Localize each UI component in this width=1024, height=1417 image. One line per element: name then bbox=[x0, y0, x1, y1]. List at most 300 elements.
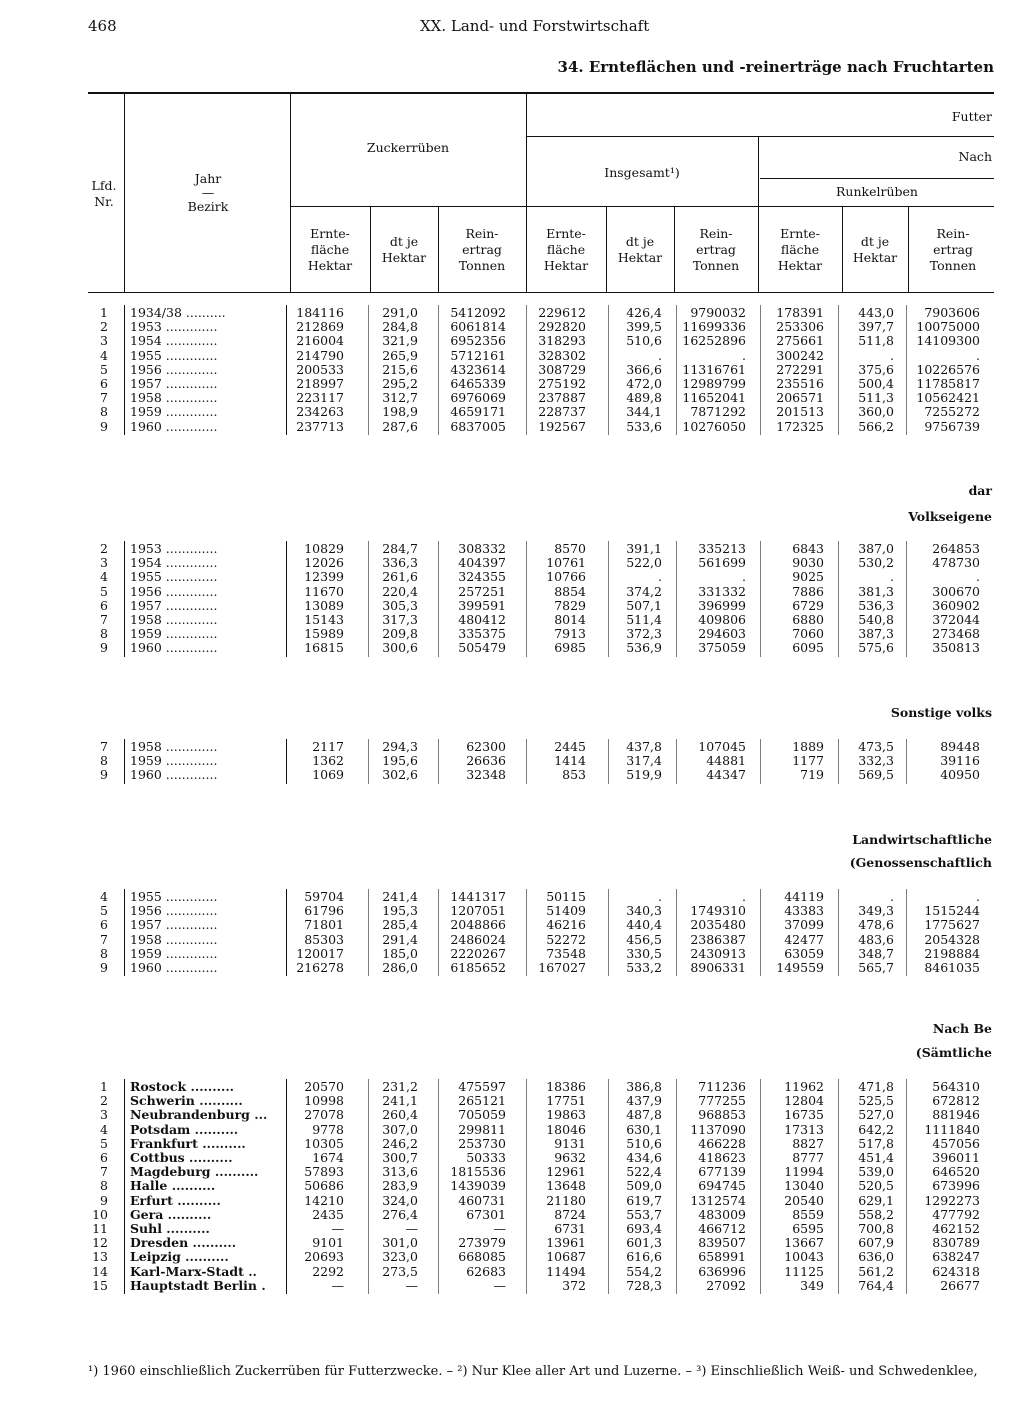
row-label: Magdeburg .......... bbox=[130, 1165, 259, 1179]
table-cell: . bbox=[742, 569, 746, 584]
table-cell: 391,1 bbox=[626, 541, 662, 556]
table-cell: 374,2 bbox=[626, 584, 662, 599]
table-cell: 475597 bbox=[458, 1079, 506, 1094]
table-cell: 10075000 bbox=[916, 319, 980, 334]
table-cell: 26677 bbox=[940, 1278, 980, 1293]
table-cell: 308729 bbox=[538, 362, 586, 377]
table-cell: 7060 bbox=[792, 626, 824, 641]
table-cell: 396999 bbox=[698, 598, 746, 613]
table-cell: 13961 bbox=[546, 1235, 586, 1250]
table-cell: 668085 bbox=[458, 1249, 506, 1264]
row-number: 8 bbox=[100, 404, 108, 419]
table-cell: 9756739 bbox=[924, 419, 980, 434]
row-label: 1955 ............. bbox=[130, 349, 218, 363]
section-label: Sonstige volks bbox=[890, 705, 992, 720]
table-cell: 273468 bbox=[932, 626, 980, 641]
table-cell: 27078 bbox=[304, 1107, 344, 1122]
header-runkelrueben: Runkelrüben bbox=[836, 184, 918, 199]
table-cell: — bbox=[331, 1278, 344, 1293]
table-cell: 10761 bbox=[546, 555, 586, 570]
section-label: (Sämtliche bbox=[915, 1045, 992, 1060]
table-cell: 51409 bbox=[546, 903, 586, 918]
table-row bbox=[0, 918, 1024, 932]
table-cell: 1674 bbox=[312, 1150, 344, 1165]
table-cell: 40950 bbox=[940, 767, 980, 782]
table-cell: 273979 bbox=[458, 1235, 506, 1250]
footnote: ¹) 1960 einschließlich Zuckerrüben für Futterzwecke. – ²) Nur Klee aller Art und Luzerne. – ³) Einschließlich Weiß- und Schwedenklee, bbox=[88, 1364, 978, 1379]
table-cell: 705059 bbox=[458, 1107, 506, 1122]
table-cell: 9790032 bbox=[690, 305, 746, 320]
table-cell: 73548 bbox=[546, 946, 586, 961]
table-cell: 881946 bbox=[932, 1107, 980, 1122]
table-cell: 7903606 bbox=[924, 305, 980, 320]
row-label: 1953 ............. bbox=[130, 542, 218, 556]
table-cell: 214790 bbox=[296, 348, 344, 363]
table-cell: 14109300 bbox=[916, 333, 980, 348]
row-label: Suhl .......... bbox=[130, 1222, 210, 1236]
table-cell: 291,4 bbox=[382, 932, 418, 947]
table-cell: 536,9 bbox=[626, 640, 662, 655]
table-cell: 2117 bbox=[312, 739, 344, 754]
table-cell: 198,9 bbox=[382, 404, 418, 419]
table-cell: 275661 bbox=[776, 333, 824, 348]
table-row bbox=[0, 1222, 1024, 1236]
table-row bbox=[0, 556, 1024, 570]
table-cell: 1775627 bbox=[924, 917, 980, 932]
header-insgesamt: Insgesamt¹) bbox=[604, 165, 680, 180]
table-cell: 10687 bbox=[546, 1249, 586, 1264]
row-label: 1955 ............. bbox=[130, 890, 218, 904]
table-row bbox=[0, 570, 1024, 584]
table-cell: 11962 bbox=[784, 1079, 824, 1094]
header-col-8: dt je Hektar bbox=[852, 234, 898, 265]
table-cell: 536,3 bbox=[858, 598, 894, 613]
table-cell: 340,3 bbox=[626, 903, 662, 918]
row-number: 5 bbox=[100, 362, 108, 377]
table-cell: — bbox=[493, 1221, 506, 1236]
table-row bbox=[0, 1123, 1024, 1137]
table-cell: 284,7 bbox=[382, 541, 418, 556]
table-cell: 308332 bbox=[458, 541, 506, 556]
row-number: 13 bbox=[92, 1249, 108, 1264]
table-cell: 1069 bbox=[312, 767, 344, 782]
table-cell: 17751 bbox=[546, 1093, 586, 1108]
table-cell: 719 bbox=[800, 767, 824, 782]
table-cell: 330,5 bbox=[626, 946, 662, 961]
row-number: 9 bbox=[100, 1193, 108, 1208]
table-cell: 360,0 bbox=[858, 404, 894, 419]
table-row bbox=[0, 363, 1024, 377]
table-cell: 375,6 bbox=[858, 362, 894, 377]
table-cell: 1414 bbox=[554, 753, 586, 768]
table-cell: 318293 bbox=[538, 333, 586, 348]
table-cell: 968853 bbox=[698, 1107, 746, 1122]
table-cell: — bbox=[331, 1221, 344, 1236]
table-cell: 10998 bbox=[304, 1093, 344, 1108]
table-cell: 184116 bbox=[296, 305, 344, 320]
header-bottom-rule bbox=[88, 292, 994, 293]
table-cell: 37099 bbox=[784, 917, 824, 932]
table-cell: 480412 bbox=[458, 612, 506, 627]
header-col-5: dt je Hektar bbox=[617, 234, 663, 265]
table-cell: 564310 bbox=[932, 1079, 980, 1094]
table-cell: 1439039 bbox=[450, 1178, 506, 1193]
table-cell: 350813 bbox=[932, 640, 980, 655]
table-cell: 209,8 bbox=[382, 626, 418, 641]
table-cell: 636996 bbox=[698, 1264, 746, 1279]
table-cell: 1889 bbox=[792, 739, 824, 754]
table-cell: 6976069 bbox=[450, 390, 506, 405]
table-cell: 59704 bbox=[304, 889, 344, 904]
table-cell: 839507 bbox=[698, 1235, 746, 1250]
table-cell: 328302 bbox=[538, 348, 586, 363]
table-cell: 89448 bbox=[940, 739, 980, 754]
table-cell: 694745 bbox=[698, 1178, 746, 1193]
chapter-title: XX. Land- und Forstwirtschaft bbox=[420, 17, 650, 35]
table-cell: 285,4 bbox=[382, 917, 418, 932]
table-cell: 57893 bbox=[304, 1164, 344, 1179]
row-label: Leipzig .......... bbox=[130, 1250, 229, 1264]
table-cell: 711236 bbox=[698, 1079, 746, 1094]
table-cell: 220,4 bbox=[382, 584, 418, 599]
table-cell: 167027 bbox=[538, 960, 586, 975]
row-label: 1958 ............. bbox=[130, 933, 218, 947]
table-cell: 777255 bbox=[698, 1093, 746, 1108]
table-cell: 300670 bbox=[932, 584, 980, 599]
table-cell: 237713 bbox=[296, 419, 344, 434]
table-top-rule bbox=[88, 92, 994, 94]
table-cell: 228737 bbox=[538, 404, 586, 419]
table-cell: 301,0 bbox=[382, 1235, 418, 1250]
row-number: 11 bbox=[92, 1221, 108, 1236]
table-cell: . bbox=[658, 569, 662, 584]
row-number: 8 bbox=[100, 946, 108, 961]
section-label: Volkseigene bbox=[908, 509, 992, 524]
table-cell: 533,6 bbox=[626, 419, 662, 434]
row-number: 7 bbox=[100, 1164, 108, 1179]
table-cell: 2035480 bbox=[690, 917, 746, 932]
row-number: 6 bbox=[100, 598, 108, 613]
table-cell: 426,4 bbox=[626, 305, 662, 320]
table-cell: 15143 bbox=[304, 612, 344, 627]
table-cell: 366,6 bbox=[626, 362, 662, 377]
table-cell: 4659171 bbox=[450, 404, 506, 419]
table-cell: 2486024 bbox=[450, 932, 506, 947]
table-row bbox=[0, 1279, 1024, 1293]
table-cell: 554,2 bbox=[626, 1264, 662, 1279]
table-cell: 331332 bbox=[698, 584, 746, 599]
table-cell: 264853 bbox=[932, 541, 980, 556]
row-number: 9 bbox=[100, 640, 108, 655]
header-col-7: Ernte- fläche Hektar bbox=[777, 226, 823, 273]
table-cell: 260,4 bbox=[382, 1107, 418, 1122]
table-cell: 530,2 bbox=[858, 555, 894, 570]
header-nach: Nach bbox=[958, 149, 992, 164]
header-rule-runkel bbox=[760, 178, 994, 179]
table-row bbox=[0, 641, 1024, 655]
table-cell: 201513 bbox=[776, 404, 824, 419]
table-cell: 658991 bbox=[698, 1249, 746, 1264]
table-cell: . bbox=[976, 569, 980, 584]
table-cell: 6729 bbox=[792, 598, 824, 613]
table-cell: 178391 bbox=[776, 305, 824, 320]
table-cell: 462152 bbox=[932, 1221, 980, 1236]
table-row bbox=[0, 349, 1024, 363]
table-cell: 300,7 bbox=[382, 1150, 418, 1165]
table-cell: 273,5 bbox=[382, 1264, 418, 1279]
table-cell: 246,2 bbox=[382, 1136, 418, 1151]
table-cell: 500,4 bbox=[858, 376, 894, 391]
row-number: 7 bbox=[100, 739, 108, 754]
table-row bbox=[0, 890, 1024, 904]
table-cell: 13089 bbox=[304, 598, 344, 613]
table-cell: 10766 bbox=[546, 569, 586, 584]
table-cell: 466712 bbox=[698, 1221, 746, 1236]
table-cell: 12399 bbox=[304, 569, 344, 584]
table-cell: . bbox=[890, 569, 894, 584]
row-label: 1957 ............. bbox=[130, 918, 218, 932]
table-cell: 853 bbox=[562, 767, 586, 782]
row-number: 4 bbox=[100, 348, 108, 363]
table-cell: 63059 bbox=[784, 946, 824, 961]
table-cell: 192567 bbox=[538, 419, 586, 434]
table-row bbox=[0, 420, 1024, 434]
table-cell: 265121 bbox=[458, 1093, 506, 1108]
table-cell: 21180 bbox=[546, 1193, 586, 1208]
table-cell: 2198884 bbox=[924, 946, 980, 961]
table-cell: 575,6 bbox=[858, 640, 894, 655]
table-cell: . bbox=[976, 348, 980, 363]
table-cell: 9101 bbox=[312, 1235, 344, 1250]
row-label: Rostock .......... bbox=[130, 1080, 235, 1094]
table-cell: 1749310 bbox=[690, 903, 746, 918]
table-cell: 62683 bbox=[466, 1264, 506, 1279]
row-number: 6 bbox=[100, 376, 108, 391]
table-cell: 241,4 bbox=[382, 889, 418, 904]
table-cell: 8461035 bbox=[924, 960, 980, 975]
header-jahr: Jahr bbox=[194, 171, 222, 186]
row-number: 8 bbox=[100, 1178, 108, 1193]
table-cell: 1312574 bbox=[690, 1193, 746, 1208]
table-cell: 323,0 bbox=[382, 1249, 418, 1264]
table-cell: 19863 bbox=[546, 1107, 586, 1122]
table-cell: 404397 bbox=[458, 555, 506, 570]
table-cell: 107045 bbox=[698, 739, 746, 754]
table-cell: 11125 bbox=[784, 1264, 824, 1279]
table-row bbox=[0, 585, 1024, 599]
row-label: 1958 ............. bbox=[130, 391, 218, 405]
table-cell: 5412092 bbox=[450, 305, 506, 320]
table-cell: 693,4 bbox=[626, 1221, 662, 1236]
table-cell: 1207051 bbox=[450, 903, 506, 918]
row-label: 1960 ............. bbox=[130, 961, 218, 975]
table-cell: 300242 bbox=[776, 348, 824, 363]
table-cell: 6880 bbox=[792, 612, 824, 627]
table-cell: 172325 bbox=[776, 419, 824, 434]
table-cell: 18386 bbox=[546, 1079, 586, 1094]
row-label: Dresden .......... bbox=[130, 1236, 237, 1250]
table-cell: 344,1 bbox=[626, 404, 662, 419]
table-cell: 11994 bbox=[784, 1164, 824, 1179]
table-cell: 636,0 bbox=[858, 1249, 894, 1264]
table-cell: 483009 bbox=[698, 1207, 746, 1222]
table-cell: 510,6 bbox=[626, 333, 662, 348]
table-row bbox=[0, 405, 1024, 419]
table-cell: 478730 bbox=[932, 555, 980, 570]
row-label: Schwerin .......... bbox=[130, 1094, 243, 1108]
row-label: 1954 ............. bbox=[130, 334, 218, 348]
table-cell: 50686 bbox=[304, 1178, 344, 1193]
table-cell: 218997 bbox=[296, 376, 344, 391]
table-cell: 231,2 bbox=[382, 1079, 418, 1094]
row-label: 1958 ............. bbox=[130, 740, 218, 754]
table-cell: 299811 bbox=[458, 1122, 506, 1137]
row-label: Hauptstadt Berlin . bbox=[130, 1279, 266, 1293]
table-cell: 241,1 bbox=[382, 1093, 418, 1108]
table-cell: 507,1 bbox=[626, 598, 662, 613]
row-label: 1934/38 .......... bbox=[130, 306, 226, 320]
table-cell: 372,3 bbox=[626, 626, 662, 641]
table-cell: 489,8 bbox=[626, 390, 662, 405]
table-cell: 6185652 bbox=[450, 960, 506, 975]
table-cell: 2435 bbox=[312, 1207, 344, 1222]
table-cell: 50115 bbox=[546, 889, 586, 904]
table-cell: 52272 bbox=[546, 932, 586, 947]
table-cell: 295,2 bbox=[382, 376, 418, 391]
row-label: 1953 ............. bbox=[130, 320, 218, 334]
row-number: 7 bbox=[100, 612, 108, 627]
table-row bbox=[0, 1208, 1024, 1222]
table-cell: 9632 bbox=[554, 1150, 586, 1165]
row-number: 3 bbox=[100, 333, 108, 348]
table-cell: 6465339 bbox=[450, 376, 506, 391]
table-row bbox=[0, 1165, 1024, 1179]
table-cell: 2048866 bbox=[450, 917, 506, 932]
table-cell: 335213 bbox=[698, 541, 746, 556]
row-number: 5 bbox=[100, 1136, 108, 1151]
table-cell: 8559 bbox=[792, 1207, 824, 1222]
table-cell: 317,3 bbox=[382, 612, 418, 627]
table-cell: 399591 bbox=[458, 598, 506, 613]
table-cell: 511,8 bbox=[858, 333, 894, 348]
table-cell: 437,9 bbox=[626, 1093, 662, 1108]
table-cell: 487,8 bbox=[626, 1107, 662, 1122]
table-cell: . bbox=[742, 348, 746, 363]
table-cell: 539,0 bbox=[858, 1164, 894, 1179]
table-cell: 46216 bbox=[546, 917, 586, 932]
table-cell: 478,6 bbox=[858, 917, 894, 932]
row-number: 2 bbox=[100, 1093, 108, 1108]
row-label: 1956 ............. bbox=[130, 904, 218, 918]
table-cell: 305,3 bbox=[382, 598, 418, 613]
table-cell: 16735 bbox=[784, 1107, 824, 1122]
table-cell: 397,7 bbox=[858, 319, 894, 334]
section-label: (Genossenschaftlich bbox=[849, 855, 992, 870]
table-cell: 12026 bbox=[304, 555, 344, 570]
table-cell: 17313 bbox=[784, 1122, 824, 1137]
table-cell: 509,0 bbox=[626, 1178, 662, 1193]
table-cell: 11785817 bbox=[916, 376, 980, 391]
table-cell: 349,3 bbox=[858, 903, 894, 918]
table-cell: 565,7 bbox=[858, 960, 894, 975]
table-cell: 616,6 bbox=[626, 1249, 662, 1264]
table-cell: 9030 bbox=[792, 555, 824, 570]
table-cell: 700,8 bbox=[858, 1221, 894, 1236]
row-label: Cottbus .......... bbox=[130, 1151, 233, 1165]
table-cell: 569,5 bbox=[858, 767, 894, 782]
row-number: 8 bbox=[100, 626, 108, 641]
table-cell: 6952356 bbox=[450, 333, 506, 348]
table-cell: 418623 bbox=[698, 1150, 746, 1165]
table-cell: 440,4 bbox=[626, 917, 662, 932]
table-cell: 520,5 bbox=[858, 1178, 894, 1193]
table-cell: 50333 bbox=[466, 1150, 506, 1165]
table-cell: 473,5 bbox=[858, 739, 894, 754]
table-cell: 257251 bbox=[458, 584, 506, 599]
table-cell: 9778 bbox=[312, 1122, 344, 1137]
table-cell: 10043 bbox=[784, 1249, 824, 1264]
table-cell: 2445 bbox=[554, 739, 586, 754]
table-cell: 505479 bbox=[458, 640, 506, 655]
table-cell: 409806 bbox=[698, 612, 746, 627]
table-cell: 451,4 bbox=[858, 1150, 894, 1165]
row-label: Erfurt .......... bbox=[130, 1194, 221, 1208]
row-label: 1960 ............. bbox=[130, 420, 218, 434]
row-number: 7 bbox=[100, 390, 108, 405]
row-number: 1 bbox=[100, 305, 108, 320]
table-cell: 2054328 bbox=[924, 932, 980, 947]
table-cell: 646520 bbox=[932, 1164, 980, 1179]
table-cell: 71801 bbox=[304, 917, 344, 932]
table-cell: 9131 bbox=[554, 1136, 586, 1151]
table-cell: 387,0 bbox=[858, 541, 894, 556]
table-row bbox=[0, 334, 1024, 348]
table-cell: 10562421 bbox=[916, 390, 980, 405]
table-cell: 5712161 bbox=[450, 348, 506, 363]
table-cell: 261,6 bbox=[382, 569, 418, 584]
table-cell: 253730 bbox=[458, 1136, 506, 1151]
table-cell: 14210 bbox=[304, 1193, 344, 1208]
header-col-2: dt je Hektar bbox=[381, 234, 427, 265]
table-cell: 13040 bbox=[784, 1178, 824, 1193]
table-cell: . bbox=[890, 348, 894, 363]
row-number: 3 bbox=[100, 555, 108, 570]
header-bezirk: Bezirk bbox=[187, 199, 229, 214]
table-cell: 8777 bbox=[792, 1150, 824, 1165]
table-cell: 6985 bbox=[554, 640, 586, 655]
table-cell: 215,6 bbox=[382, 362, 418, 377]
table-cell: 10276050 bbox=[682, 419, 746, 434]
table-cell: 300,6 bbox=[382, 640, 418, 655]
table-cell: 15989 bbox=[304, 626, 344, 641]
table-cell: 195,6 bbox=[382, 753, 418, 768]
table-cell: 1177 bbox=[792, 753, 824, 768]
table-cell: 6095 bbox=[792, 640, 824, 655]
table-cell: 601,3 bbox=[626, 1235, 662, 1250]
row-number: 7 bbox=[100, 932, 108, 947]
table-cell: 511,3 bbox=[858, 390, 894, 405]
table-cell: 522,4 bbox=[626, 1164, 662, 1179]
table-cell: 677139 bbox=[698, 1164, 746, 1179]
table-cell: 607,9 bbox=[858, 1235, 894, 1250]
row-number: 9 bbox=[100, 419, 108, 434]
table-cell: 206571 bbox=[776, 390, 824, 405]
table-cell: 44119 bbox=[784, 889, 824, 904]
table-cell: 2292 bbox=[312, 1264, 344, 1279]
table-row bbox=[0, 1137, 1024, 1151]
row-label: 1954 ............. bbox=[130, 556, 218, 570]
table-cell: 525,5 bbox=[858, 1093, 894, 1108]
